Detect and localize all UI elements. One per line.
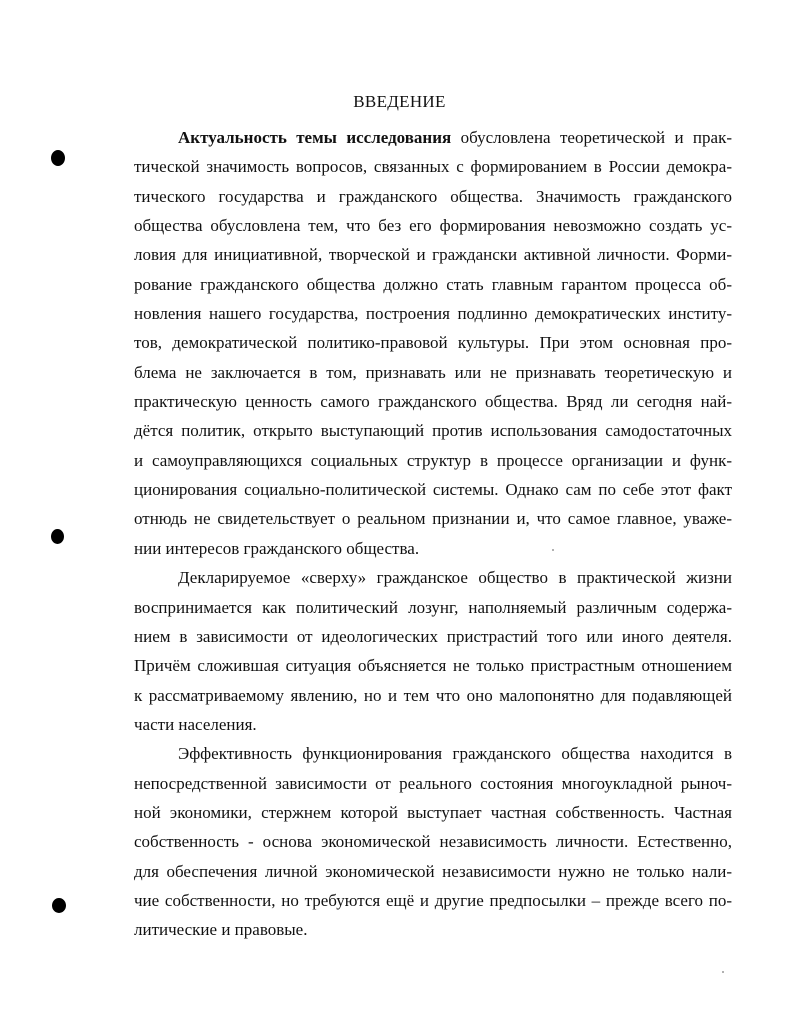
text-line: ловия для инициативной, творческой и граждански активной личности. Форми-: [134, 245, 732, 265]
text-line: литические и правовые.: [134, 920, 308, 940]
text-line: новления нашего государства, построения подлинно демократических институ-: [134, 304, 732, 324]
text-line: Декларируемое «сверху» гражданское общество в практической жизни: [178, 568, 732, 588]
text-line: тов, демократической политико-правовой культуры. При этом основная про-: [134, 333, 732, 353]
document-body: [134, 123, 732, 945]
text-line: практическую ценность самого гражданского общества. Вряд ли сегодня най-: [134, 392, 732, 412]
text-line: Причём сложившая ситуация объясняется не только пристрастным отношением: [134, 656, 732, 676]
text-line: для обеспечения личной экономической независимости нужно не только нали-: [134, 861, 732, 881]
text-line: блема не заключается в том, признавать или не признавать теоретическую и: [134, 362, 732, 382]
paragraph: [134, 563, 732, 739]
text-line: воспринимается как политический лозунг, наполняемый различным содержа-: [134, 597, 732, 617]
text-line: тической значимость вопросов, связанных с формированием в России демокра-: [134, 157, 732, 177]
text-line: нием в зависимости от идеологических пристрастий того или иного деятеля.: [134, 626, 732, 646]
text-line: дётся политик, открыто выступающий против использования самодостаточных: [134, 421, 732, 441]
text-line: ной экономики, стержнем которой выступает частная собственность. Частная: [134, 802, 732, 822]
punch-hole-middle: [51, 529, 64, 544]
text-line: рование гражданского общества должно стать главным гарантом процесса об-: [134, 274, 732, 294]
text-line: и самоуправляющихся социальных структур в процессе организации и функ-: [134, 450, 732, 470]
text-line: собственность - основа экономической независимость личности. Естественно,: [134, 832, 732, 852]
text-line: Эффективность функционирования гражданского общества находится в: [178, 744, 732, 764]
text-line: нии интересов гражданского общества.: [134, 538, 420, 558]
paragraph: [134, 123, 732, 563]
text-line: отнюдь не свидетельствует о реальном признании и, что самое главное, уваже-: [134, 509, 732, 529]
text-line: непосредственной зависимости от реального состояния многоукладной рыноч-: [134, 773, 732, 793]
punch-hole-top: [51, 150, 65, 166]
text-line: ционирования социально-политической системы. Однако сам по себе этот факт: [134, 480, 732, 500]
text-line: общества обусловлена тем, что без его формирования невозможно создать ус-: [134, 216, 732, 236]
page-title: ВВЕДЕНИЕ: [353, 92, 446, 111]
paragraph: [134, 739, 732, 944]
bold-lead: Актуальность темы исследования: [178, 128, 452, 147]
text-line: тического государства и гражданского общества. Значимость гражданского: [134, 186, 732, 206]
text-line: части населения.: [134, 714, 257, 734]
scan-speck: [722, 971, 724, 973]
text-line: Актуальность темы исследования обусловлена теоретической и прак-: [178, 128, 732, 147]
punch-hole-bottom: [52, 898, 66, 913]
text-line: к рассматриваемому явлению, но и тем что оно малопонятно для подавляющей: [134, 685, 732, 705]
text-line: чие собственности, но требуются ещё и другие предпосылки – прежде всего по-: [134, 890, 732, 910]
